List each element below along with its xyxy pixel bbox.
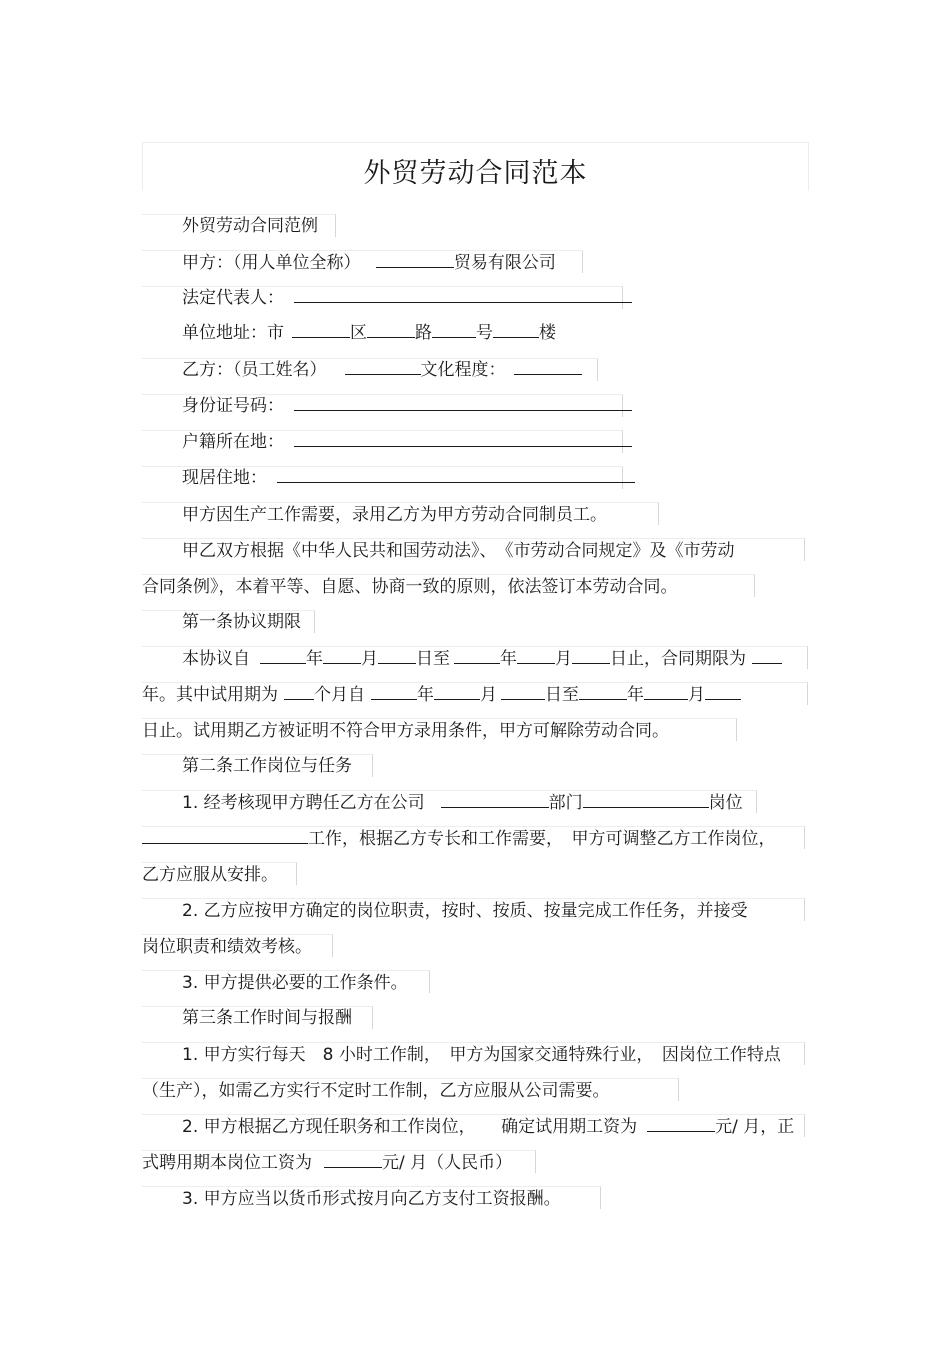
blank-field [324,1152,382,1168]
paragraph-line: 1. 甲方实行每天 8 小时工作制， 甲方为国家交通特殊行业， 因岗位工作特点 [182,1045,781,1065]
blank-field [432,322,476,338]
blank-field [579,684,627,700]
paragraph-line: 合同条例》，本着平等、自愿、协商一致的原则，依法签订本劳动合同。 [142,577,678,597]
paragraph-line: 甲方因生产工作需要，录用乙方为甲方劳动合同制员工。 [182,505,607,525]
heading-sample: 外贸劳动合同范例 [182,216,318,236]
blank-field [376,252,454,268]
blank-field [294,431,632,447]
blank-field [434,684,480,700]
blank-field [514,359,582,375]
address-line: 单位地址：市 区 路 号 楼 [182,323,556,343]
blank-field [501,684,545,700]
blank-field [323,648,361,664]
id-number-line: 身份证号码： [182,395,632,417]
blank-field [705,684,741,700]
section-heading: 第一条协议期限 [182,612,301,632]
position-line: 工作，根据乙方专长和工作需要， 甲方可调整乙方工作岗位， [142,828,776,850]
blank-field [454,648,500,664]
paragraph-line: 甲乙双方根据《中华人民共和国劳动法》、 《市劳动合同规定》及《市劳动 [182,541,735,561]
blank-field [583,792,709,808]
term-line: 本协议自 年 月 日至 年 月 日止，合同期限为 [182,648,782,670]
blank-field [142,828,308,844]
paragraph-line: 乙方应服从安排。 [142,865,278,885]
blank-field [647,1116,715,1132]
paragraph-line: 2. 乙方应按甲方确定的岗位职责，按时、按质、按量完成工作任务，并接受 [182,901,748,921]
paragraph-line: 岗位职责和绩效考核。 [142,937,312,957]
document-title: 外贸劳动合同范本 [363,158,588,189]
blank-field [371,684,417,700]
blank-field [378,648,416,664]
paragraph-line: 3. 甲方应当以货币形式按月向乙方支付工资报酬。 [182,1189,561,1209]
paragraph-line: （生产），如需乙方实行不定时工作制，乙方应服从公司需要。 [142,1081,610,1101]
blank-field [345,359,421,375]
blank-field [644,684,688,700]
blank-field [572,648,610,664]
party-a-line: 甲方：（用人单位全称） 贸易有限公司 [182,253,556,273]
blank-field [260,648,306,664]
blank-field [441,792,549,808]
probation-line: 年。其中试用期为 个月自 年 月 日至 年 月 [142,684,741,706]
legal-rep-line: 法定代表人： [182,287,632,309]
blank-field [292,322,350,338]
blank-field [517,648,555,664]
blank-field [367,322,415,338]
blank-field [277,467,635,483]
section-heading: 第二条工作岗位与任务 [182,756,352,776]
title-frame [142,142,809,191]
blank-field [752,648,782,664]
section-heading: 第三条工作时间与报酬 [182,1008,352,1028]
paragraph-line: 3. 甲方提供必要的工作条件。 [182,973,408,993]
blank-field [493,322,539,338]
salary-line: 式聘用期本岗位工资为 元/ 月（人民币） [142,1153,513,1173]
paragraph-line: 日止。试用期乙方被证明不符合甲方录用条件，甲方可解除劳动合同。 [142,721,669,741]
blank-field [284,684,314,700]
household-line: 户籍所在地： [182,431,632,453]
party-b-line: 乙方：（员工姓名） 文化程度： [182,359,582,381]
salary-line: 2. 甲方根据乙方现任职务和工作岗位， 确定试用期工资为 元/ 月，正 [182,1117,795,1137]
position-line: 1. 经考核现甲方聘任乙方在公司 部门 岗位 [182,793,743,813]
residence-line: 现居住地： [182,467,635,489]
blank-field [294,395,632,411]
blank-field [294,287,632,303]
